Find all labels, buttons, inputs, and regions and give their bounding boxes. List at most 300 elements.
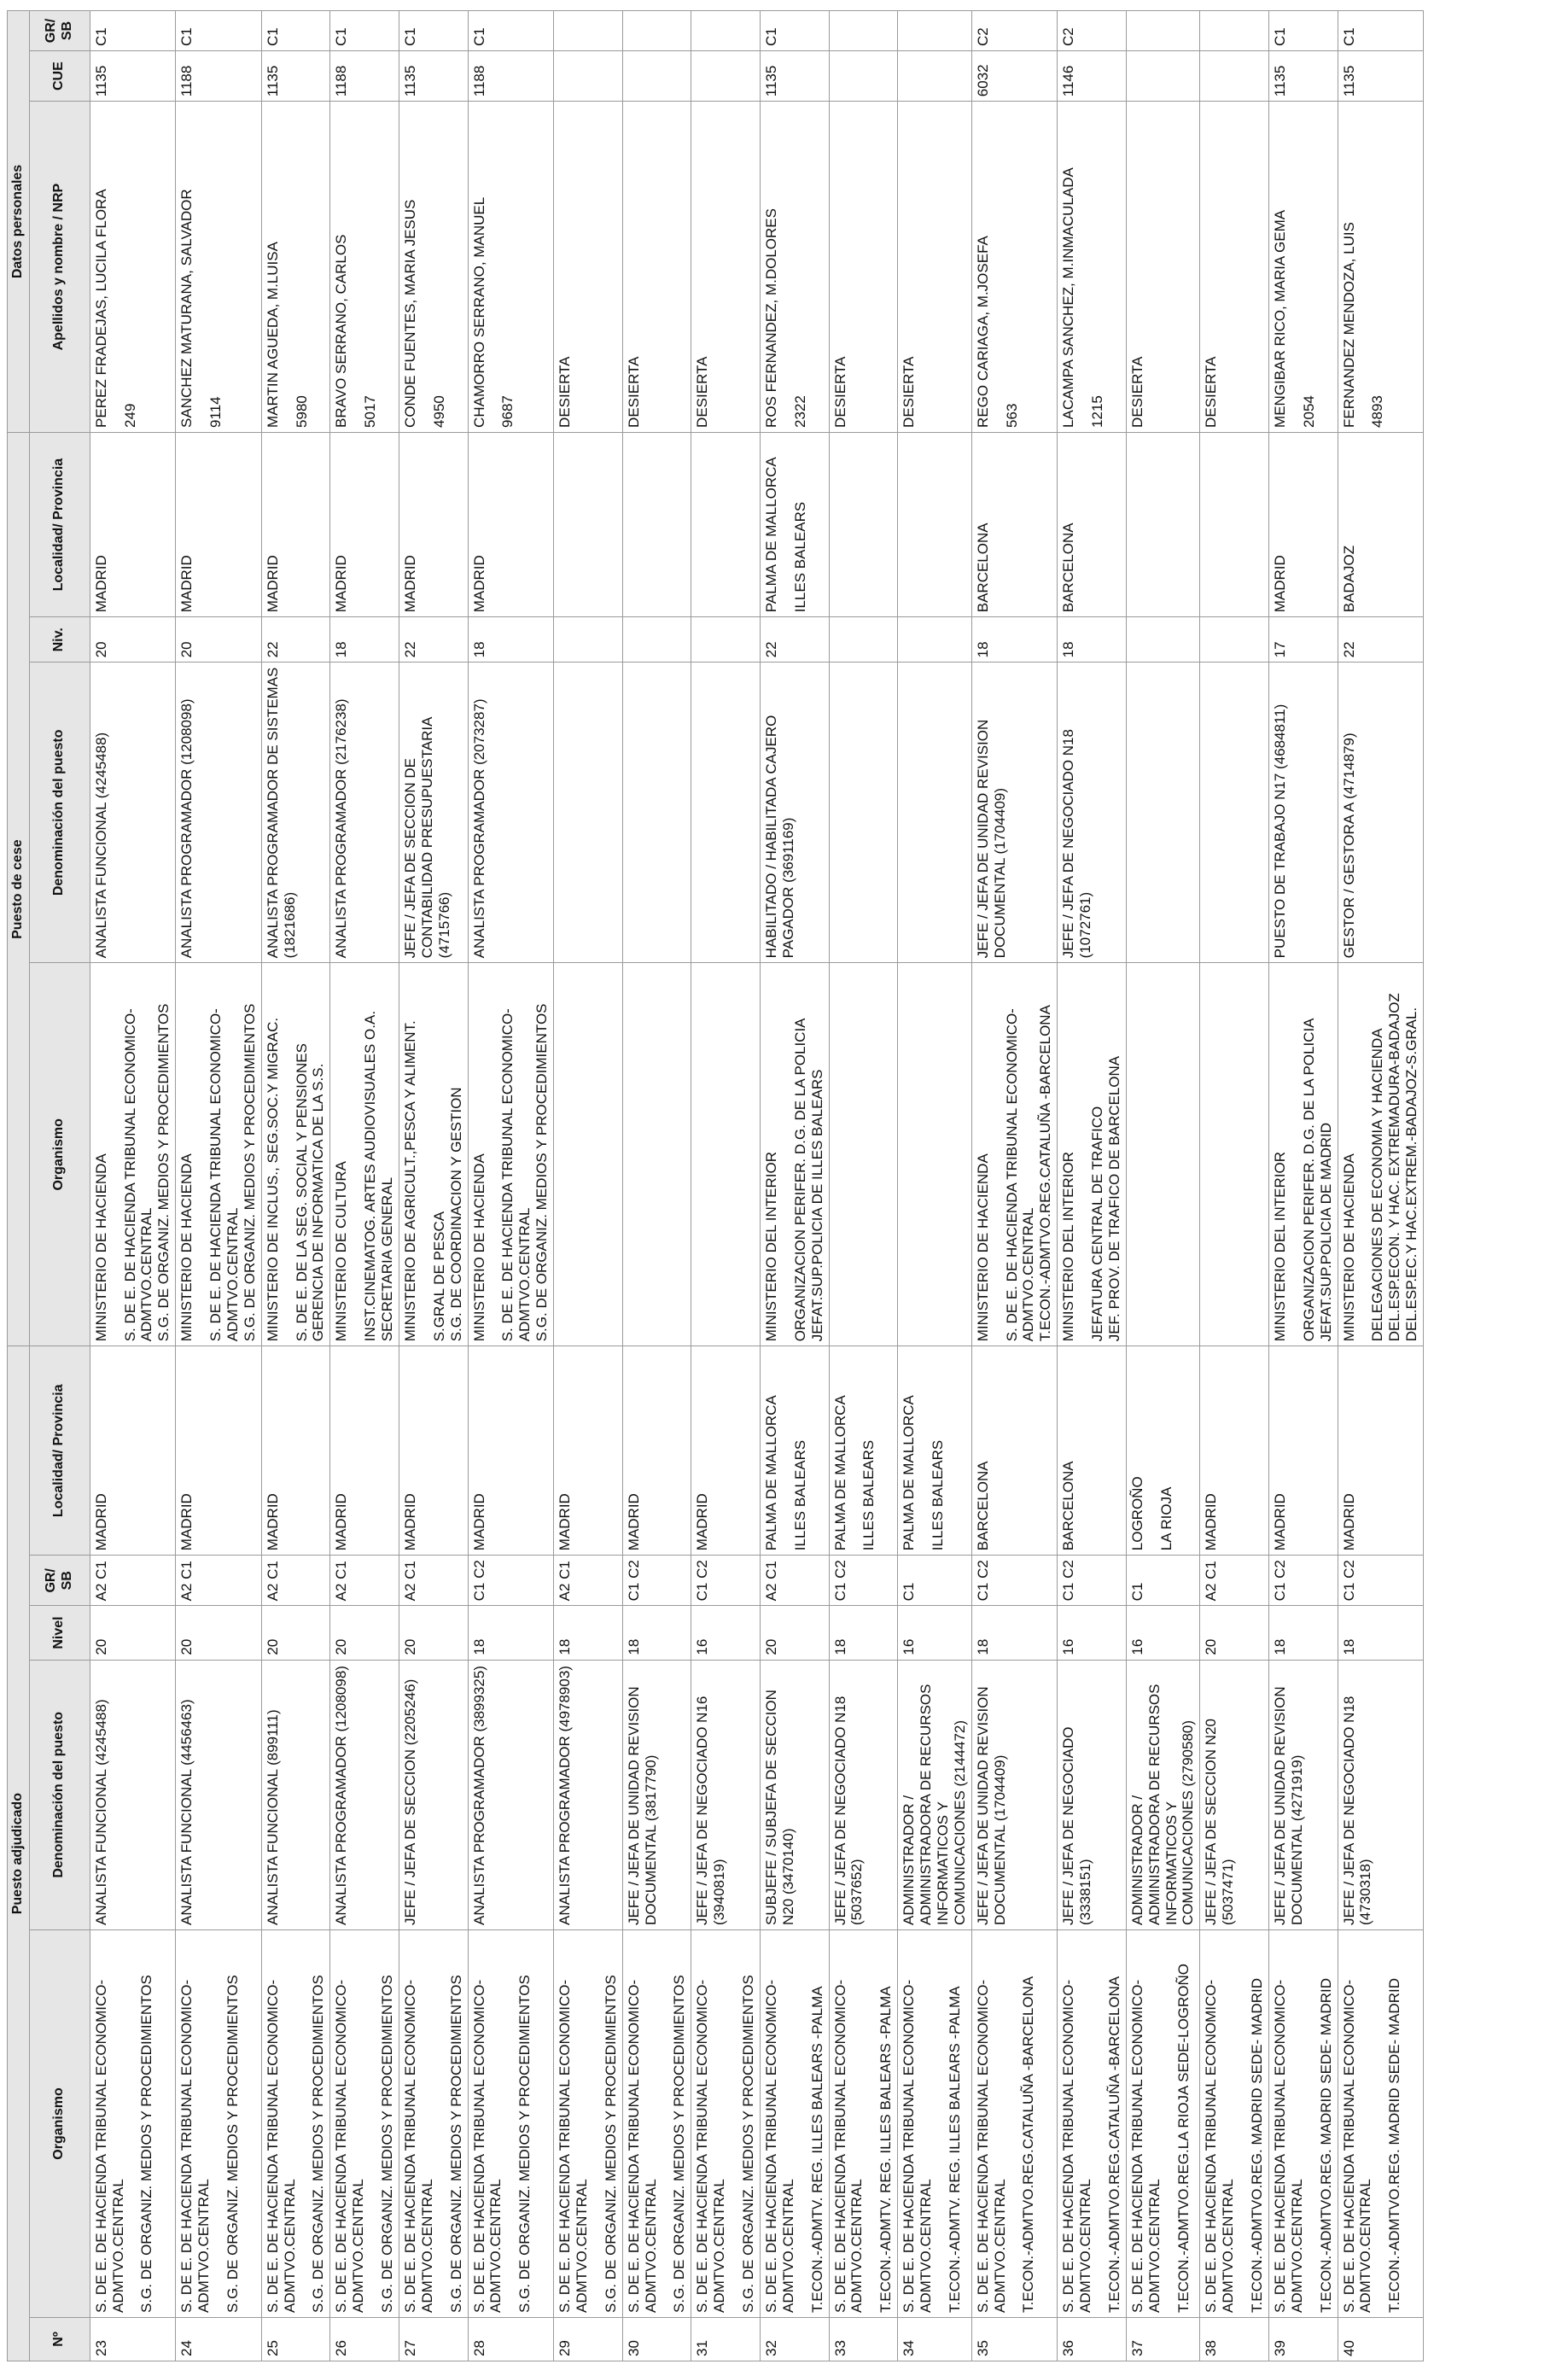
adjudicado-localidad-loc1: MADRID	[694, 1493, 711, 1551]
adjudicado-localidad-loc1: MADRID	[264, 1493, 281, 1551]
cese-organismo-corg3: JEFAT.SUP.POLICIA DE MADRID	[1317, 1122, 1334, 1342]
personal-grsb-gr2: C1	[92, 27, 109, 47]
cese-denominacion-cden: ANALISTA PROGRAMADOR (2176238)	[333, 698, 350, 959]
adjudicado-localidad	[176, 1346, 262, 1556]
cese-denominacion	[90, 663, 176, 963]
cese-localidad-cloc1: MADRID	[401, 555, 418, 613]
cese-denominacion	[1058, 663, 1127, 963]
cese-nivel-cniv: 18	[333, 641, 350, 658]
row-number-n: 27	[401, 2340, 418, 2356]
adjudicado-denominacion	[829, 1660, 898, 1929]
personal-grsb	[1268, 11, 1338, 51]
adjudicado-nivel	[622, 1606, 691, 1660]
cese-organismo-corg2: S.GRAL DE PESCA	[430, 1211, 447, 1342]
adjudicado-nivel-niv: 18	[625, 1638, 642, 1655]
col-num: Nº	[29, 2317, 90, 2361]
cese-organismo-corg1: MINISTERIO DE HACIENDA	[470, 1153, 487, 1342]
apellidos-nombre-nom: SANCHEZ MATURANA, SALVADOR	[178, 189, 195, 428]
cue	[829, 51, 898, 102]
cese-denominacion	[176, 663, 262, 963]
adjudicado-grsb-gr: C1 C2	[974, 1560, 991, 1602]
apellidos-nombre	[1058, 102, 1127, 433]
adjudicado-localidad	[1126, 1346, 1200, 1556]
cue	[554, 51, 623, 102]
apellidos-nombre	[399, 102, 468, 433]
adjudicado-denominacion-den: JEFE / JEFA DE NEGOCIADO N16 (3940819)	[694, 1696, 728, 1925]
cese-organismo	[399, 963, 468, 1346]
personal-grsb	[971, 11, 1058, 51]
adjudicado-organismo-org2: T.ECON.-ADMTV. REG. ILLES BALEARS -PALMA	[877, 1986, 895, 2313]
cue	[760, 51, 829, 102]
adjudicado-localidad-loc1: MADRID	[1340, 1493, 1357, 1551]
col-cese-niv: Niv.	[29, 617, 90, 663]
cese-organismo	[971, 963, 1058, 1346]
apellidos-nombre	[622, 102, 691, 433]
apellidos-nombre-nom: BRAVO SERRANO, CARLOS	[333, 234, 350, 428]
adjudicado-grsb-gr: A2 C1	[333, 1561, 350, 1602]
adjudicado-denominacion	[468, 1660, 554, 1929]
apellidos-nombre-nom: ROS FERNANDEZ, M.DOLORES	[762, 208, 779, 428]
apellidos-nombre-nom: CHAMORRO SERRANO, MANUEL	[470, 196, 487, 428]
adjudicado-denominacion-den: JEFE / JEFA DE UNIDAD REVISION DOCUMENTAL (4271919)	[1271, 1686, 1305, 1925]
cese-nivel-cniv: 18	[470, 641, 487, 658]
adjudicado-grsb-gr: C1	[1128, 1582, 1145, 1602]
apellidos-nombre-nom: MARTIN AGUEDA, M.LUISA	[264, 242, 281, 428]
cese-organismo-corg2: S. DE E. DE HACIENDA TRIBUNAL ECONOMICO-ADMTVO.CENTRAL	[207, 1008, 241, 1342]
adjudicado-organismo-org1: S. DE E. DE HACIENDA TRIBUNAL ECONOMICO-ADMTVO.CENTRAL	[974, 1979, 1008, 2313]
apellidos-nombre	[971, 102, 1058, 433]
table-row	[330, 11, 399, 2361]
adjudicado-grsb-gr: A2 C1	[762, 1561, 779, 1602]
adjudicado-organismo-org1: S. DE E. DE HACIENDA TRIBUNAL ECONOMICO-ADMTVO.CENTRAL	[178, 1979, 213, 2313]
adjudicado-nivel	[971, 1606, 1058, 1660]
adjudicado-grsb-gr: C1 C2	[1060, 1560, 1077, 1602]
cese-localidad	[1268, 432, 1338, 616]
adjudicado-denominacion	[399, 1660, 468, 1929]
apellidos-nombre-nrp: 5017	[362, 395, 379, 428]
row-number	[898, 2317, 972, 2361]
adjudicado-organismo	[554, 1929, 623, 2317]
cese-localidad	[971, 432, 1058, 616]
adjudicado-localidad	[468, 1346, 554, 1556]
adjudicado-nivel-niv: 20	[92, 1638, 109, 1655]
apellidos-nombre-nom: DESIERTA	[625, 356, 642, 428]
cese-denominacion	[1126, 663, 1200, 963]
cue-cue: 1188	[178, 65, 195, 97]
cese-organismo-corg1: MINISTERIO DEL INTERIOR	[1271, 1152, 1288, 1342]
adjudicado-denominacion	[691, 1660, 761, 1929]
cese-organismo-corg1: MINISTERIO DE HACIENDA	[974, 1153, 991, 1342]
adjudicado-nivel	[554, 1606, 623, 1660]
adjudicado-nivel	[261, 1606, 330, 1660]
adjudicado-grsb	[1338, 1556, 1424, 1606]
adjudicado-grsb-gr: C1 C2	[625, 1560, 642, 1602]
cese-denominacion-cden: ANALISTA PROGRAMADOR (1208098)	[178, 698, 195, 959]
apellidos-nombre	[330, 102, 399, 433]
adjudicado-denominacion-den: ANALISTA PROGRAMADOR (3899325)	[470, 1666, 487, 1925]
adjudicado-denominacion-den: SUBJEFE / SUBJEFA DE SECCION N20 (3470140)	[762, 1690, 796, 1925]
adjudicado-denominacion	[898, 1660, 972, 1929]
personal-grsb	[554, 11, 623, 51]
row-number-n: 29	[557, 2340, 574, 2356]
row-number-n: 23	[92, 2340, 109, 2356]
cese-localidad	[1200, 432, 1269, 616]
adjudicado-localidad-loc1: MADRID	[333, 1493, 350, 1551]
row-number-n: 39	[1271, 2340, 1288, 2356]
cese-localidad-cloc1: MADRID	[264, 555, 281, 613]
personal-grsb-gr2: C1	[1271, 27, 1288, 47]
cese-organismo-corg3: DEL.ESP.ECON. Y HAC. EXTREMADURA-BADAJOZ DEL.ESP.EC.Y HAC.EXTREM.-BADAJOZ-S.GRAL.	[1386, 993, 1420, 1342]
adjudicado-organismo-org2: S.G. DE ORGANIZ. MEDIOS Y PROCEDIMIENTOS	[138, 1975, 155, 2313]
personal-grsb-gr2: C1	[401, 27, 418, 47]
adjudicado-organismo-org2: S.G. DE ORGANIZ. MEDIOS Y PROCEDIMIENTOS	[740, 1975, 757, 2313]
cese-localidad	[90, 432, 176, 616]
adjudicado-organismo-org1: S. DE E. DE HACIENDA TRIBUNAL ECONOMICO-ADMTVO.CENTRAL	[762, 1979, 796, 2313]
cese-localidad	[399, 432, 468, 616]
cue-cue: 1146	[1060, 65, 1077, 97]
adjudicado-grsb-gr: A2 C1	[1203, 1561, 1220, 1602]
cese-localidad-cloc2: ILLES BALEARS	[791, 501, 808, 613]
cese-localidad-cloc1: MADRID	[470, 555, 487, 613]
cese-nivel-cniv: 20	[178, 641, 195, 658]
cese-localidad-cloc1: BARCELONA	[1060, 522, 1077, 613]
adjudicado-grsb-gr: A2 C1	[92, 1561, 109, 1602]
personal-grsb	[176, 11, 262, 51]
cese-organismo	[1058, 963, 1127, 1346]
row-number	[1058, 2317, 1127, 2361]
adjudicado-nivel-niv: 20	[401, 1638, 418, 1655]
adjudicado-grsb-gr: A2 C1	[264, 1561, 281, 1602]
cese-nivel	[622, 617, 691, 663]
adjudicado-nivel-niv: 16	[694, 1638, 711, 1655]
cese-organismo	[1200, 963, 1269, 1346]
row-number-n: 32	[762, 2340, 779, 2356]
adjudicado-denominacion	[971, 1660, 1058, 1929]
apellidos-nombre	[554, 102, 623, 433]
apellidos-nombre-nom: DESIERTA	[1203, 356, 1220, 428]
cue-cue: 1188	[470, 65, 487, 97]
adjudicado-organismo	[1338, 1929, 1424, 2317]
adjudicado-denominacion-den: ANALISTA PROGRAMADOR (4978903)	[557, 1666, 574, 1925]
cese-organismo-corg3: SECRETARIA GENERAL	[379, 1176, 396, 1342]
adjudicado-denominacion-den: ANALISTA FUNCIONAL (899111)	[264, 1709, 281, 1925]
row-number-n: 38	[1203, 2340, 1220, 2356]
cue-cue: 6032	[974, 64, 991, 97]
apellidos-nombre	[261, 102, 330, 433]
cese-organismo-corg2: INST.CINEMATOG. ARTES AUDIOVISUALES O.A.	[362, 1010, 379, 1342]
cese-nivel-cniv: 20	[92, 641, 109, 658]
adjudicado-localidad	[622, 1346, 691, 1556]
cese-organismo	[1338, 963, 1424, 1346]
row-number-n: 33	[831, 2340, 848, 2356]
cese-organismo-corg1: MINISTERIO DE AGRICULT.,PESCA Y ALIMENT.	[401, 1020, 418, 1342]
cue-cue: 1135	[1271, 65, 1288, 97]
personal-grsb-gr2: C1	[470, 27, 487, 47]
adjudicado-nivel	[691, 1606, 761, 1660]
cese-denominacion	[554, 663, 623, 963]
adjudicado-nivel	[1338, 1606, 1424, 1660]
apellidos-nombre-nom: DESIERTA	[1128, 356, 1145, 428]
apellidos-nombre	[1338, 102, 1424, 433]
cese-organismo	[829, 963, 898, 1346]
cese-organismo-corg3: S.G. DE ORGANIZ. MEDIOS Y PROCEDIMIENTOS	[155, 1003, 172, 1342]
cese-nivel	[554, 617, 623, 663]
adjudicado-grsb	[691, 1556, 761, 1606]
cese-denominacion	[1268, 663, 1338, 963]
adjudicado-nivel-niv: 18	[831, 1638, 848, 1655]
apellidos-nombre	[691, 102, 761, 433]
adjudicado-localidad-loc1: MADRID	[178, 1493, 195, 1551]
personal-grsb	[399, 11, 468, 51]
apellidos-nombre	[1200, 102, 1269, 433]
adjudicado-localidad	[554, 1346, 623, 1556]
adjudicado-organismo-org1: S. DE E. DE HACIENDA TRIBUNAL ECONOMICO-ADMTVO.CENTRAL	[625, 1979, 659, 2313]
cese-nivel-cniv: 18	[1060, 641, 1077, 658]
adjudicado-organismo-org1: S. DE E. DE HACIENDA TRIBUNAL ECONOMICO-ADMTVO.CENTRAL	[264, 1979, 298, 2313]
adjudicado-organismo-org2: T.ECON.-ADMTV. REG. ILLES BALEARS -PALMA	[946, 1986, 963, 2313]
table-row	[622, 11, 691, 2361]
adjudicado-organismo	[1126, 1929, 1200, 2317]
table-row	[760, 11, 829, 2361]
adjudicado-organismo-org1: S. DE E. DE HACIENDA TRIBUNAL ECONOMICO-ADMTVO.CENTRAL	[557, 1979, 590, 2313]
col-cese-denominacion: Denominación del puesto	[29, 663, 90, 963]
apellidos-nombre-nom: FERNANDEZ MENDOZA, LUIS	[1340, 222, 1357, 428]
cese-localidad	[760, 432, 829, 616]
row-number-n: 31	[694, 2340, 711, 2356]
row-number-n: 30	[625, 2340, 642, 2356]
adjudicado-organismo-org2: S.G. DE ORGANIZ. MEDIOS Y PROCEDIMIENTOS	[671, 1975, 688, 2313]
cue	[330, 51, 399, 102]
cese-nivel-cniv: 22	[401, 641, 418, 658]
group-header-personales: Datos personales	[8, 11, 30, 433]
cese-organismo	[176, 963, 262, 1346]
adjudicado-grsb	[1268, 1556, 1338, 1606]
adjudicado-organismo	[90, 1929, 176, 2317]
adjudicado-organismo-org1: S. DE E. DE HACIENDA TRIBUNAL ECONOMICO-ADMTVO.CENTRAL	[1203, 1979, 1237, 2313]
adjudicado-localidad-loc1: MADRID	[1203, 1493, 1220, 1551]
cese-localidad-cloc1: MADRID	[178, 555, 195, 613]
adjudicado-grsb-gr: A2 C1	[401, 1561, 418, 1602]
personal-grsb	[898, 11, 972, 51]
cese-nivel	[176, 617, 262, 663]
adjudicado-grsb	[399, 1556, 468, 1606]
cese-denominacion	[760, 663, 829, 963]
row-number	[1268, 2317, 1338, 2361]
cese-organismo-corg1: MINISTERIO DE HACIENDA	[178, 1153, 195, 1342]
adjudicado-organismo-org2: T.ECON.-ADMTVO.REG. MADRID SEDE- MADRID	[1317, 1978, 1334, 2313]
adjudicado-denominacion-den: ANALISTA FUNCIONAL (4456463)	[178, 1699, 195, 1925]
cese-organismo	[90, 963, 176, 1346]
row-number	[691, 2317, 761, 2361]
adjudicado-denominacion	[1338, 1660, 1424, 1929]
adjudicado-organismo-org2: T.ECON.-ADMTV. REG. ILLES BALEARS -PALMA	[808, 1986, 825, 2313]
cese-denominacion	[971, 663, 1058, 963]
row-number	[261, 2317, 330, 2361]
cese-organismo-corg2: S. DE E. DE HACIENDA TRIBUNAL ECONOMICO-ADMTVO.CENTRAL	[121, 1008, 155, 1342]
adjudicado-grsb	[829, 1556, 898, 1606]
adjudicado-denominacion-den: ANALISTA FUNCIONAL (4245488)	[92, 1699, 109, 1925]
apellidos-nombre	[898, 102, 972, 433]
personal-grsb	[1126, 11, 1200, 51]
cese-nivel	[261, 617, 330, 663]
adjudicado-denominacion-den: ANALISTA PROGRAMADOR (1208098)	[333, 1666, 350, 1925]
adjudicado-organismo-org1: S. DE E. DE HACIENDA TRIBUNAL ECONOMICO-ADMTVO.CENTRAL	[92, 1979, 126, 2313]
adjudicado-grsb-gr: C1 C2	[694, 1560, 711, 1602]
adjudicado-grsb	[468, 1556, 554, 1606]
adjudicado-denominacion-den: ADMINISTRADOR / ADMINISTRADORA DE RECURSOS INFORMATICOS Y COMUNICACIONES (2790580)	[1128, 1684, 1197, 1925]
cue	[90, 51, 176, 102]
adjudicado-localidad	[898, 1346, 972, 1556]
cese-nivel	[1200, 617, 1269, 663]
apellidos-nombre-nrp: 2322	[791, 395, 808, 428]
cese-nivel	[468, 617, 554, 663]
row-number	[1200, 2317, 1269, 2361]
adjudicado-grsb	[1058, 1556, 1127, 1606]
apellidos-nombre-nom: DESIERTA	[901, 356, 918, 428]
adjudicado-nivel-niv: 18	[1271, 1638, 1288, 1655]
cese-nivel	[1338, 617, 1424, 663]
adjudicado-nivel	[176, 1606, 262, 1660]
adjudicado-grsb	[1126, 1556, 1200, 1606]
cese-organismo-corg1: MINISTERIO DEL INTERIOR	[1060, 1152, 1077, 1342]
adjudicado-denominacion-den: JEFE / JEFA DE NEGOCIADO (3338151)	[1060, 1726, 1094, 1925]
apellidos-nombre-nrp: 563	[1003, 403, 1020, 428]
cese-denominacion-cden: HABILITADO / HABILITADA CAJERO PAGADOR (3691169)	[762, 715, 796, 959]
row-number-n: 24	[178, 2340, 195, 2356]
cese-organismo	[468, 963, 554, 1346]
cese-organismo-corg1: MINISTERIO DEL INTERIOR	[762, 1152, 779, 1342]
adjudicado-localidad-loc1: PALMA DE MALLORCA	[762, 1395, 779, 1551]
cue	[1126, 51, 1200, 102]
personal-grsb-gr2: C2	[974, 27, 991, 47]
row-number	[399, 2317, 468, 2361]
cese-organismo-corg3: S.G. DE COORDINACION Y GESTION	[447, 1087, 464, 1342]
cese-organismo-corg2: ORGANIZACION PERIFER. D.G. DE LA POLICIA	[791, 1018, 808, 1342]
cese-organismo-corg2: S. DE E. DE HACIENDA TRIBUNAL ECONOMICO-ADMTVO.CENTRAL	[499, 1008, 533, 1342]
adjudicado-denominacion	[622, 1660, 691, 1929]
adjudicado-denominacion-den: JEFE / JEFA DE SECCION (2205246)	[401, 1678, 418, 1925]
row-number-n: 40	[1340, 2340, 1357, 2356]
adjudicado-grsb-gr: A2 C1	[557, 1561, 574, 1602]
cese-nivel	[971, 617, 1058, 663]
adjudicado-organismo	[176, 1929, 262, 2317]
cese-nivel	[691, 617, 761, 663]
table-row	[1338, 11, 1424, 2361]
personal-grsb-gr2: C1	[178, 27, 195, 47]
row-number	[90, 2317, 176, 2361]
cese-localidad-cloc1: MADRID	[1271, 555, 1288, 613]
adjudicado-organismo-org1: S. DE E. DE HACIENDA TRIBUNAL ECONOMICO-ADMTVO.CENTRAL	[470, 1979, 504, 2313]
cese-localidad	[829, 432, 898, 616]
personal-grsb-gr2: C1	[1340, 27, 1357, 47]
adjudicado-localidad-loc1: PALMA DE MALLORCA	[831, 1395, 848, 1551]
apellidos-nombre-nom: PEREZ FRADEJAS, LUCILA FLORA	[92, 189, 109, 428]
adjudicado-localidad	[760, 1346, 829, 1556]
personal-grsb-gr2: C1	[333, 27, 350, 47]
adjudicado-localidad-loc1: MADRID	[401, 1493, 418, 1551]
adjudicado-organismo-org1: S. DE E. DE HACIENDA TRIBUNAL ECONOMICO-ADMTVO.CENTRAL	[333, 1979, 367, 2313]
adjudicado-localidad	[261, 1346, 330, 1556]
apellidos-nombre-nom: DESIERTA	[831, 356, 848, 428]
personal-grsb	[760, 11, 829, 51]
cese-denominacion	[330, 663, 399, 963]
cese-denominacion-cden: JEFE / JEFA DE NEGOCIADO N18 (1072761)	[1060, 729, 1094, 959]
personal-grsb	[1338, 11, 1424, 51]
cese-localidad	[691, 432, 761, 616]
apellidos-nombre-nrp: 9114	[207, 396, 224, 428]
cese-organismo-corg2: S. DE E. DE LA SEG. SOCIAL Y PENSIONES	[293, 1043, 310, 1342]
row-number	[330, 2317, 399, 2361]
adjudicado-localidad-loc1: MADRID	[92, 1493, 109, 1551]
table-row	[261, 11, 330, 2361]
adjudicado-grsb-gr: C1 C2	[470, 1560, 487, 1602]
cese-localidad	[898, 432, 972, 616]
personal-grsb	[468, 11, 554, 51]
adjudicado-denominacion	[554, 1660, 623, 1929]
table-row	[898, 11, 972, 2361]
cese-organismo-corg3: JEFAT.SUP.POLICIA DE ILLES BALEARS	[808, 1069, 825, 1342]
cue-cue: 1135	[401, 65, 418, 97]
cue	[971, 51, 1058, 102]
table-row	[1126, 11, 1200, 2361]
group-header-row	[8, 11, 30, 2361]
cese-nivel	[898, 617, 972, 663]
personal-grsb	[1058, 11, 1127, 51]
apellidos-nombre	[760, 102, 829, 433]
apellidos-nombre-nrp: 4950	[430, 395, 447, 428]
adjudicado-nivel-niv: 18	[470, 1638, 487, 1655]
cue	[399, 51, 468, 102]
cese-denominacion	[829, 663, 898, 963]
adjudicado-denominacion-den: JEFE / JEFA DE NEGOCIADO N18 (5037652)	[831, 1696, 866, 1925]
cese-organismo-corg3: T.ECON.-ADMTVO.REG.CATALUÑA -BARCELONA	[1037, 1005, 1054, 1342]
personal-grsb-gr2: C1	[264, 27, 281, 47]
cue	[898, 51, 972, 102]
adjudicado-grsb	[261, 1556, 330, 1606]
table-row	[1268, 11, 1338, 2361]
adjudicado-nivel-niv: 20	[762, 1638, 779, 1655]
adjudicado-localidad	[1058, 1346, 1127, 1556]
adjudicado-grsb	[622, 1556, 691, 1606]
adjudicado-localidad-loc2: ILLES BALEARS	[860, 1439, 877, 1551]
adjudicado-organismo	[468, 1929, 554, 2317]
adjudicado-nivel-niv: 20	[264, 1638, 281, 1655]
row-number-n: 28	[470, 2340, 487, 2356]
cese-organismo-corg1: MINISTERIO DE HACIENDA	[92, 1153, 109, 1342]
cese-localidad	[554, 432, 623, 616]
cese-denominacion-cden: JEFE / JEFA DE SECCION DE CONTABILIDAD PRESUPUESTARIA (4715766)	[401, 717, 452, 959]
adjudicado-denominacion	[1126, 1660, 1200, 1929]
adjudicado-localidad	[1200, 1346, 1269, 1556]
adjudicado-nivel-niv: 18	[1340, 1638, 1357, 1655]
adjudicado-localidad-loc1: BARCELONA	[1060, 1461, 1077, 1551]
cese-localidad	[1338, 432, 1424, 616]
table-row	[468, 11, 554, 2361]
adjudicado-nivel-niv: 16	[1128, 1638, 1145, 1655]
apellidos-nombre-nrp: 1215	[1089, 395, 1106, 428]
adjudicado-nivel-niv: 20	[1203, 1638, 1220, 1655]
cese-localidad	[622, 432, 691, 616]
row-number	[1338, 2317, 1424, 2361]
cese-organismo-corg3: S.G. DE ORGANIZ. MEDIOS Y PROCEDIMIENTOS	[241, 1003, 258, 1342]
adjudicado-localidad-loc2: ILLES BALEARS	[930, 1439, 947, 1551]
cese-denominacion	[1338, 663, 1424, 963]
col-organismo: Organismo	[29, 1929, 90, 2317]
cese-localidad-cloc1: MADRID	[333, 555, 350, 613]
adjudicado-organismo	[399, 1929, 468, 2317]
cese-denominacion	[691, 663, 761, 963]
cese-nivel	[1058, 617, 1127, 663]
